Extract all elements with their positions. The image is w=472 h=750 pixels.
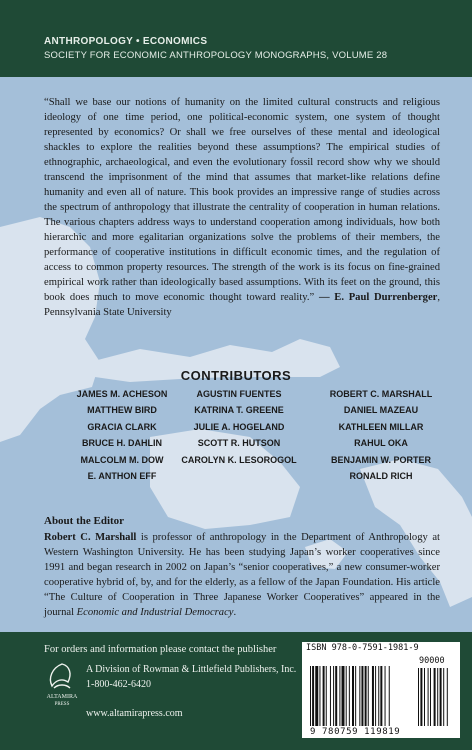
barcode-bar [355,666,356,726]
barcode-bar [389,666,390,726]
contributor-name: ROBERT C. MARSHALL [329,389,433,399]
contributor-name: DANIEL MAZEAU [343,405,419,416]
barcode-addon-bar [430,668,431,726]
barcode-bar [361,666,363,726]
contributors-heading: CONTRIBUTORS [180,368,292,383]
contributor-name: AGUSTIN FUENTES [196,389,282,399]
contributor-name: BENJAMIN W. PORTER [330,454,431,465]
contributor-name: JULIE A. HOGELAND [193,421,285,432]
subject-line: ANTHROPOLOGY • ECONOMICS [44,36,208,47]
logo-emblem-icon [50,664,70,688]
barcode-bar [333,666,334,726]
barcode-bar [346,666,347,726]
barcode-addon-bar [428,668,429,726]
editor-name: Robert C. Marshall [44,532,137,543]
ean-number: 9 780759 119819 [310,727,401,737]
barcode-bar [342,666,345,726]
barcode-addon-bar [424,668,425,726]
series-line: SOCIETY FOR ECONOMIC ANTHROPOLOGY MONOGRAPHS, VOLUME 28 [44,50,388,61]
barcode-bar [315,666,318,726]
barcode-bar [365,666,367,726]
editor-bio: is professor of anthropology in the Department of Anthropology at Western Washington University. He has been studying Japan’s worker cooperatives since 1991 and began research in 2002 on Japan’s “senior cooperatives,” a new consumer-worker cooperative hybrid of, by, and for the elderly, as a fellow of the Japan Foundation. His article “The Culture of Cooperation in Three Japanese Worker Cooperatives” appeared in the journal [44,532,440,618]
altamira-press-logo [44,660,80,710]
isbn-label: ISBN 978-0-7591-1981-9 [306,643,419,653]
contributor-name: BRUCE H. DAHLIN [82,438,162,449]
contributor-name: E. ANTHON EFF [87,471,157,482]
contributors-column-2 [164,386,314,468]
barcode-bar [349,666,350,726]
contributor-name: GRACIA CLARK [87,421,157,432]
price-code: 90000 [419,656,445,666]
contributors-column-1 [68,386,176,484]
barcode-addon-bar [418,668,419,726]
barcode-addon-bar [443,668,444,726]
barcode-bar [385,666,386,726]
barcode-bar [310,666,311,726]
journal-title: Economic and Industrial Democracy [76,607,234,618]
publisher-phone: 1-800-462-6420 [86,679,151,690]
about-editor-heading: About the Editor [44,515,125,527]
endorsement-blurb [44,95,440,320]
orders-info: For orders and information please contact the publisher [44,644,277,655]
barcode-bar [312,666,314,726]
barcode-bar [323,666,325,726]
contributor-name: SCOTT R. HUTSON [197,438,281,449]
barcode-addon-bars [418,668,448,726]
header-band [0,0,472,77]
barcode-addon-bar [437,668,438,726]
barcode-bar [380,666,382,726]
about-editor-text [44,530,440,620]
barcode-bar [378,666,379,726]
blurb-attribution-affiliation: , Pennsylvania State University [44,292,441,318]
blurb-attribution-name: — E. Paul Durrenberger [318,292,438,303]
publisher-website: www.altamirapress.com [86,708,183,719]
barcode-bar [368,666,369,726]
barcode-bar [319,666,320,726]
contributor-name: MALCOLM M. DOW [80,454,164,465]
barcode-addon-bar [420,668,422,726]
logo-text-altamira: ALTAMIRA [46,694,78,700]
contributor-name: KATRINA T. GREENE [194,405,284,416]
contributor-name: RONALD RICH [349,471,413,482]
blurb-text: “Shall we base our notions of humanity on the limited cultural constructs and religious ideology of one time period, one political-economic system, one system of thought represented by economics? Or shall we free ourselves of these mental and ideological shackles to explore the realities beyond these assumptions? The empirical studies of ethnographic, archaeological, and even the evolutionary fossil record show why we should transcend the imprisonment of the mind that assumes that market-like relations define humanity and even all of nature. This book provides an impressive range of studies across the spectrum of anthropology that illustrate the centrality of cooperation in human relations. The various chapters address ways to understand cooperation among individuals, how both hierarchic and more egalitarian organizations solve the problems of their members, the performance of cooperative institutions in difficult economic times, and the regulation of access to common property resources. The strength of the work is its focus on fine-grained empirical work rather than ideologically based assumptions. With its feet on the ground, this book does much to move economic thought toward reality.” [44,97,440,303]
barcode-bar [352,666,354,726]
barcode-bar [372,666,374,726]
publisher-division: A Division of Rowman & Littlefield Publishers, Inc. [86,664,297,675]
barcode-main-bars [310,666,390,726]
barcode-addon-bar [434,668,436,726]
barcode-bar [335,666,337,726]
editor-bio-end: . [233,607,237,618]
contributor-name: MATTHEW BIRD [87,405,157,416]
contributors-column-3 [316,386,446,484]
contributor-name: RAHUL OKA [354,438,408,449]
barcode-addon-bar [440,668,442,726]
contributor-name: CAROLYN K. LESOROGOL [181,454,297,465]
contributor-name: JAMES M. ACHESON [76,389,168,399]
barcode-addon-bar [447,668,448,726]
barcode-bar [339,666,340,726]
barcode-bar [326,666,327,726]
barcode-bar [359,666,360,726]
barcode-bar [330,666,331,726]
barcode-bar [375,666,376,726]
contributor-name: KATHLEEN MILLAR [338,421,424,432]
logo-text-press: PRESS [54,702,70,707]
publisher-info [86,662,296,721]
